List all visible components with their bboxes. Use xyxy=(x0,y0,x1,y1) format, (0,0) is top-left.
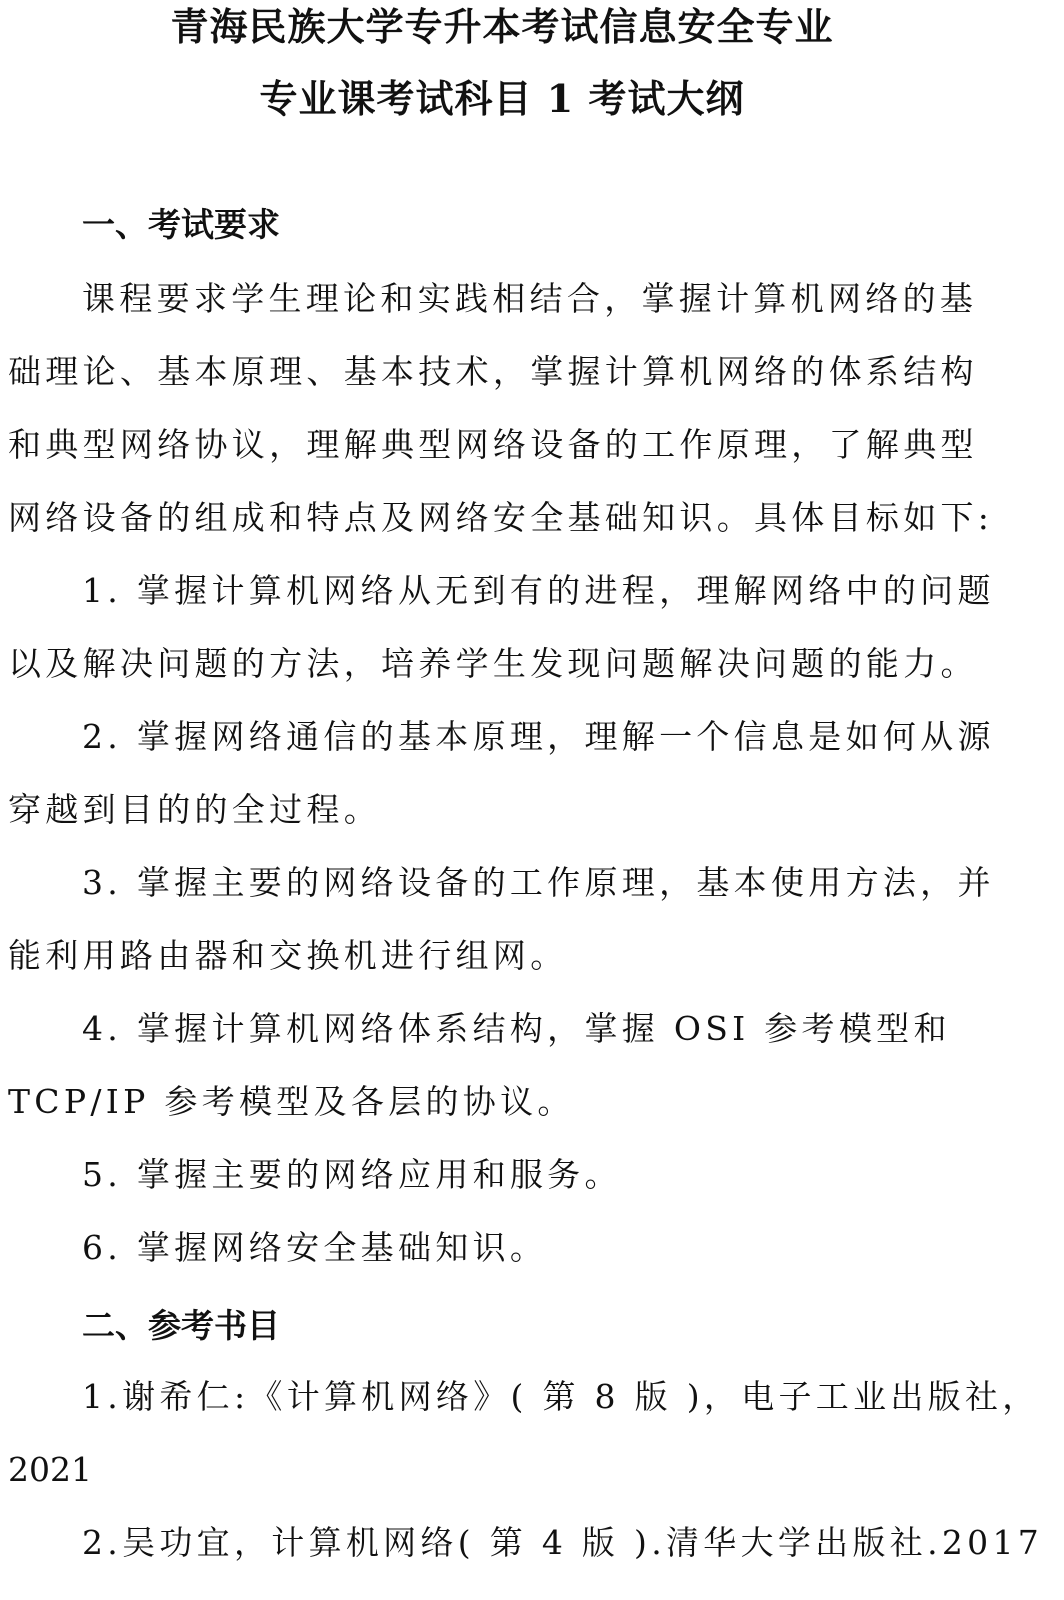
goal-item-4-continued: TCP/IP 参考模型及各层的协议。 xyxy=(8,1082,575,1121)
goal-item-4: 4. 掌握计算机网络体系结构，掌握 OSI 参考模型和 xyxy=(82,1009,951,1048)
goal-item-3-continued: 能利用路由器和交换机进行组网。 xyxy=(8,936,568,975)
document-title-line-2: 专业课考试科目 1 考试大纲 xyxy=(259,76,745,121)
goal-item-6: 6. 掌握网络安全基础知识。 xyxy=(82,1228,548,1267)
goal-item-3: 3. 掌握主要的网络设备的工作原理，基本使用方法，并 xyxy=(82,863,995,902)
section-heading-exam-requirements: 一、考试要求 xyxy=(82,205,280,244)
goal-item-1-continued: 以及解决问题的方法，培养学生发现问题解决问题的能力。 xyxy=(8,644,978,683)
goal-item-2: 2. 掌握网络通信的基本原理，理解一个信息是如何从源 xyxy=(82,717,995,756)
reference-book-2: 2.吴功宜，计算机网络( 第 4 版 ).清华大学出版社.2017 xyxy=(82,1523,1044,1562)
goal-item-2-continued: 穿越到目的的全过程。 xyxy=(8,790,381,829)
goal-item-1: 1. 掌握计算机网络从无到有的进程，理解网络中的问题 xyxy=(82,571,995,610)
paragraph-line: 和典型网络协议，理解典型网络设备的工作原理，了解典型 xyxy=(8,425,978,464)
section-heading-reference-books: 二、参考书目 xyxy=(82,1306,280,1345)
reference-book-1-year: 2021 xyxy=(8,1450,92,1489)
goal-item-5: 5. 掌握主要的网络应用和服务。 xyxy=(82,1155,622,1194)
paragraph-line: 课程要求学生理论和实践相结合，掌握计算机网络的基 xyxy=(82,279,978,318)
paragraph-line: 础理论、基本原理、基本技术，掌握计算机网络的体系结构 xyxy=(8,352,978,391)
paragraph-line: 网络设备的组成和特点及网络安全基础知识。具体目标如下: xyxy=(8,498,994,537)
reference-book-1: 1.谢希仁:《计算机网络》( 第 8 版 )，电子工业出版社， xyxy=(82,1377,1040,1416)
document-title-line-1: 青海民族大学专升本考试信息安全专业 xyxy=(170,4,834,49)
